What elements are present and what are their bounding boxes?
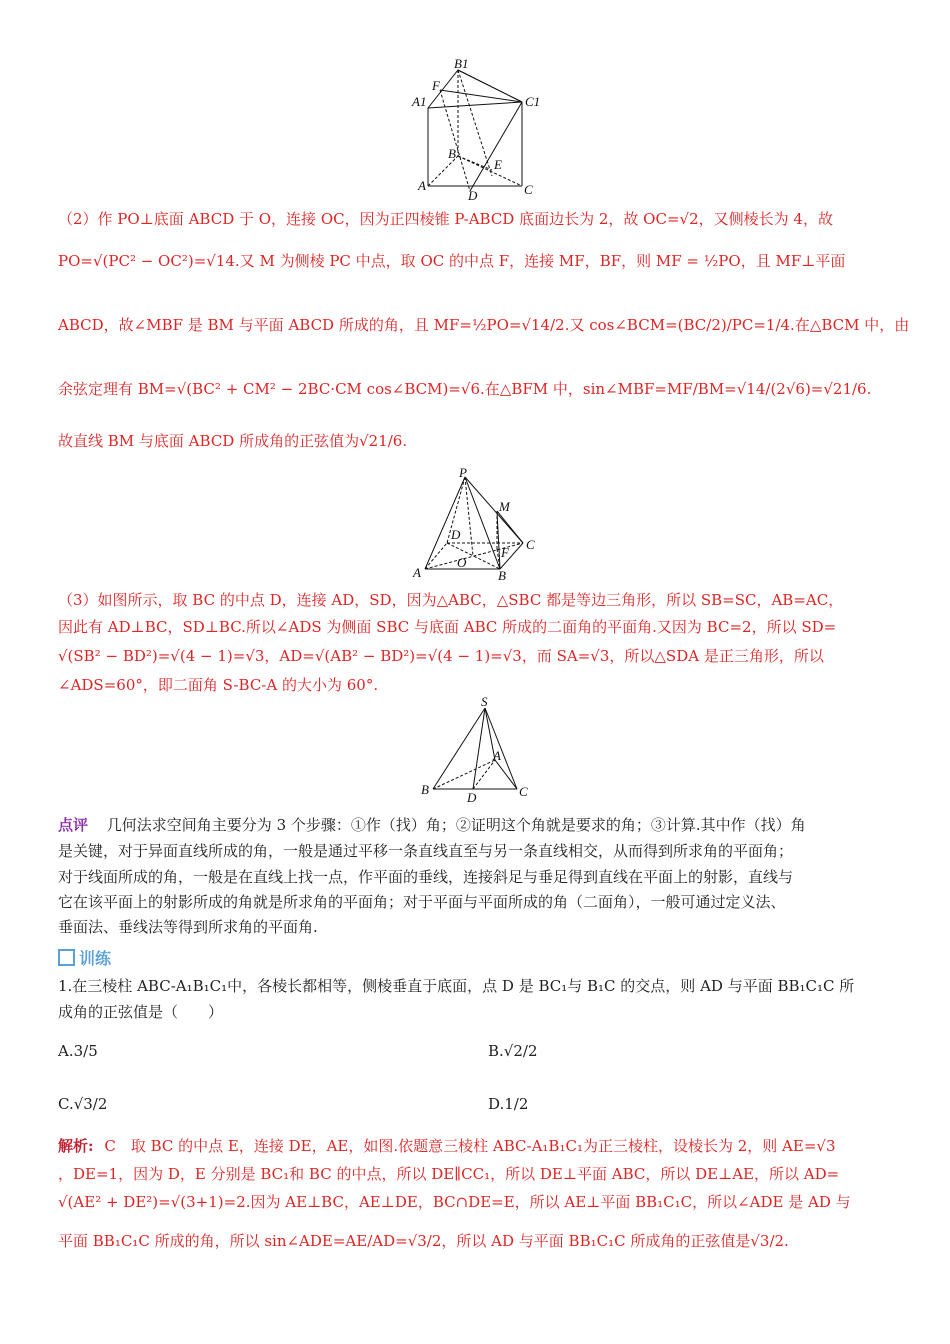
question-line: 成角的正弦值是（ ） <box>58 1003 224 1021</box>
solution-text: C 取 BC 的中点 E，连接 DE，AE，如图.依题意三棱柱 ABC-A₁B₁C₁为正三棱柱，设棱长为 2，则 AE=√3 <box>104 1137 836 1155</box>
fig2-label: C <box>526 537 535 552</box>
p2-line: 故直线 BM 与底面 ABCD 所成角的正弦值为√21/6. <box>58 432 408 450</box>
fig1-label: C <box>524 182 533 197</box>
p2-line: ABCD，故∠MBF 是 BM 与平面 ABCD 所成的角，且 MF=½PO=√14/2.又 cos∠BCM=(BC/2)/PC=1/4.在△BCM 中，由 <box>58 316 910 334</box>
solution-line: √(AE² + DE²)=√(3+1)=2.因为 AE⊥BC，AE⊥DE，BC∩DE=E，所以 AE⊥平面 BB₁C₁C，所以∠ADE 是 AD 与 <box>58 1193 851 1211</box>
review-line <box>58 814 806 835</box>
fig3-label: C <box>519 784 528 799</box>
review-line: 垂面法、垂线法等得到所求角的平面角. <box>58 918 318 936</box>
fig3-label: B <box>421 782 429 797</box>
fig2-label: B <box>498 568 506 583</box>
review-line: 对于线面所成的角，一般是在直线上找一点，作平面的垂线，连接斜足与垂足得到直线在平面上的射影，直线与 <box>58 868 794 886</box>
solution-line <box>58 1135 836 1156</box>
solution-line: 平面 BB₁C₁C 所成的角，所以 sin∠ADE=AE/AD=√3/2，所以 AD 与平面 BB₁C₁C 所成角的正弦值是√3/2. <box>58 1232 789 1250</box>
fig3-label: D <box>467 790 477 805</box>
review-tag: 点评 <box>58 816 89 834</box>
prism-figure <box>410 58 550 203</box>
p3-line: （3）如图所示，取 BC 的中点 D，连接 AD，SD，因为△ABC，△SBC 都是等边三角形，所以 SB=SC，AB=AC， <box>58 591 844 609</box>
review-line: 是关键，对于异面直线所成的角，一般是通过平移一条直线直至与另一条直线相交，从而得到所求角的平面角； <box>58 842 794 860</box>
fig1-label: C1 <box>525 94 541 109</box>
solution-line: ，DE=1，因为 D，E 分别是 BC₁和 BC 的中点，所以 DE∥CC₁，所以 DE⊥平面 ABC，所以 DE⊥AE，所以 AD= <box>58 1165 840 1183</box>
training-icon <box>58 949 75 966</box>
tetrahedron-figure <box>415 694 540 806</box>
fig1-label: E <box>494 157 502 172</box>
pyramid-figure <box>405 465 550 585</box>
option-d[interactable]: D.1/2 <box>488 1095 529 1113</box>
review-line: 它在该平面上的射影所成的角就是所求角的平面角；对于平面与平面所成的角（二面角），一般可通过定义法、 <box>58 893 786 911</box>
question-line: 1.在三棱柱 ABC-A₁B₁C₁中，各棱长都相等，侧棱垂直于底面，点 D 是 BC₁与 B₁C 的交点，则 AD 与平面 BB₁C₁C 所 <box>58 977 855 995</box>
p3-line: √(SB² − BD²)=√(4 − 1)=√3，AD=√(AB² − BD²)=√(4 − 1)=√3，而 SA=√3，所以△SDA 是正三角形，所以 <box>58 647 824 665</box>
fig1-label: B <box>448 146 456 161</box>
fig3-label: A <box>493 748 501 763</box>
fig1-label: F <box>432 78 440 93</box>
p2-line: PO=√(PC² − OC²)=√14.又 M 为侧棱 PC 中点，取 OC 的中点 F，连接 MF，BF，则 MF = ½PO，且 MF⊥平面 <box>58 252 846 270</box>
training-heading <box>58 946 111 969</box>
solution-tag: 解析: <box>58 1137 94 1155</box>
p2-line: （2）作 PO⊥底面 ABCD 于 O，连接 OC，因为正四棱锥 P-ABCD 底面边长为 2，故 OC=√2，又侧棱长为 4，故 <box>58 210 833 228</box>
fig1-label: D <box>468 188 478 203</box>
fig2-label: O <box>457 555 467 570</box>
review-text: 几何法求空间角主要分为 3 个步骤：①作（找）角；②证明这个角就是要求的角；③计算.其中作（找）角 <box>106 816 806 834</box>
fig2-label: D <box>451 527 461 542</box>
p3-line: 因此有 AD⊥BC，SD⊥BC.所以∠ADS 为侧面 SBC 与底面 ABC 所成的二面角的平面角.又因为 BC=2，所以 SD= <box>58 618 837 636</box>
p2-line: 余弦定理有 BM=√(BC² + CM² − 2BC·CM cos∠BCM)=√6.在△BFM 中，sin∠MBF=MF/BM=√14/(2√6)=√21/6. <box>58 380 872 398</box>
p3-line: ∠ADS=60°，即二面角 S-BC-A 的大小为 60°. <box>58 676 379 694</box>
fig2-label: P <box>459 465 467 480</box>
fig1-label: B1 <box>454 58 469 71</box>
fig2-label: M <box>499 499 510 514</box>
fig1-label: A <box>418 178 426 193</box>
option-b[interactable]: B.√2/2 <box>488 1042 538 1060</box>
option-a[interactable]: A.3/5 <box>58 1042 98 1060</box>
fig2-label: F <box>501 545 509 560</box>
fig2-label: A <box>413 565 421 580</box>
training-heading-text: 训练 <box>79 949 112 968</box>
fig1-label: A1 <box>412 94 427 109</box>
fig3-label: S <box>481 694 488 709</box>
option-c[interactable]: C.√3/2 <box>58 1095 108 1113</box>
